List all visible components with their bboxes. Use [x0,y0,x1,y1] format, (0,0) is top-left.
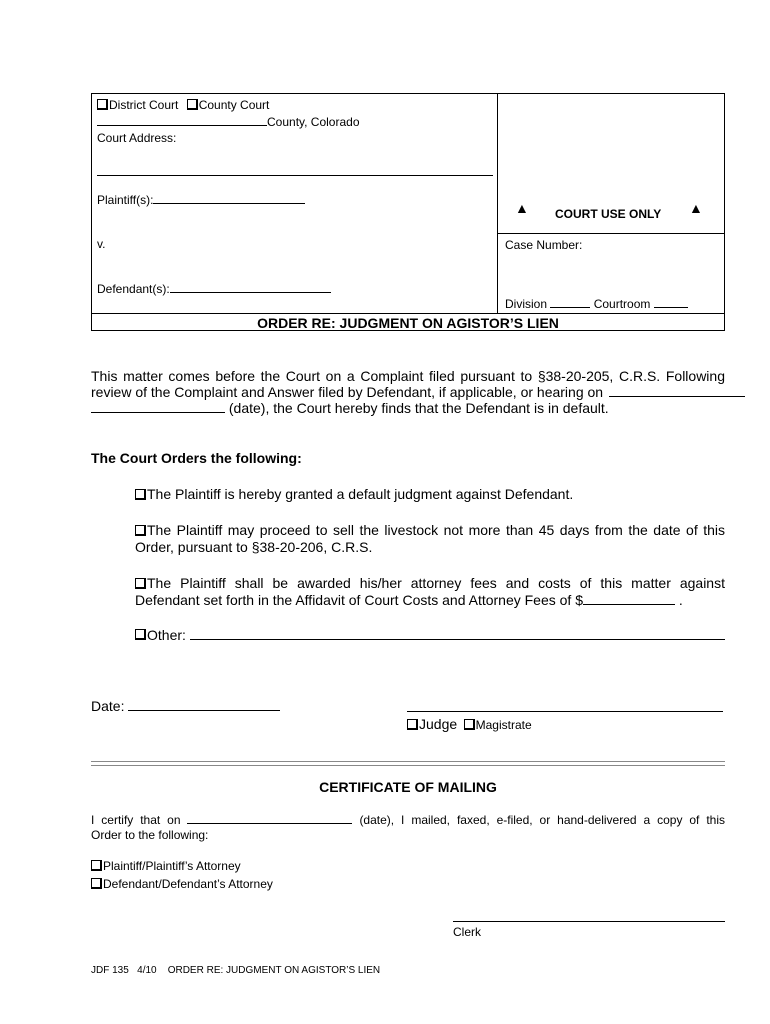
district-court-label: District Court [109,98,179,112]
up-triangle-icon: ▲ [689,200,703,216]
judge-magistrate-row [407,716,532,734]
order-other [135,627,725,644]
case-number-divider [497,233,725,234]
hearing-date-blank[interactable] [609,396,745,397]
fees-amount-blank[interactable] [583,604,675,605]
judge-label: Judge [419,716,458,732]
intro-line-3 [91,400,725,417]
other-label: Other: [147,627,186,643]
signature-line[interactable] [407,711,723,712]
court-type-row [97,98,269,112]
attorney-fees-text: The Plaintiff shall be awarded his/her attorney fees and costs of this matter against [147,575,725,591]
recipient-defendant [91,877,273,891]
division-courtroom-row [505,297,688,311]
county-court-label: County Court [198,98,270,112]
county-colorado-label: County, Colorado [267,115,360,129]
orders-heading: The Court Orders the following: [91,450,302,466]
case-number-label: Case Number: [505,238,583,252]
section-divider [91,761,725,766]
county-name-blank[interactable] [97,125,267,126]
plaintiff-recipient-label: Plaintiff/Plaintiff’s Attorney [103,859,241,873]
court-use-only-label: COURT USE ONLY [555,207,662,221]
sell-livestock-text: The Plaintiff may proceed to sell the livestock not more than 45 days from the date of this [147,522,725,538]
certify-line-1 [91,813,725,827]
caption-divider [91,313,725,314]
certify-suffix: (date), I mailed, faxed, e-filed, or hand-delivered a copy of this [359,813,726,827]
intro-line-2-text: review of the Complaint and Answer filed by Defendant, if applicable, or hearing on [91,384,604,400]
default-date-blank[interactable] [91,412,225,413]
up-triangle-icon: ▲ [515,200,529,216]
judge-checkbox[interactable] [407,719,418,730]
versus-label: v. [97,237,106,251]
order-sell-livestock-line2: Order, pursuant to §38-20-206, C.R.S. [135,539,373,555]
division-blank[interactable] [550,307,590,308]
order-fees-line1 [135,575,725,592]
order-default-judgment [135,486,573,503]
division-label: Division [505,297,548,311]
caption-divider [497,93,498,314]
other-checkbox[interactable] [135,629,146,640]
defendant-label: Defendant(s): [97,282,170,296]
certify-line-2: Order to the following: [91,828,209,842]
mailing-date-blank[interactable] [187,823,352,824]
magistrate-label: Magistrate [475,718,532,732]
county-row [97,115,360,129]
order-sell-livestock-line1 [135,522,725,539]
clerk-signature-line[interactable] [453,921,725,922]
intro-line-2 [91,384,725,401]
courtroom-blank[interactable] [654,307,688,308]
magistrate-checkbox[interactable] [464,719,475,730]
plaintiff-row [97,193,305,207]
defendant-recipient-checkbox[interactable] [91,878,102,889]
county-court-checkbox[interactable] [187,99,198,110]
other-blank[interactable] [190,639,725,640]
intro-line-1: This matter comes before the Court on a Complaint filed pursuant to §38-20-205, C.R.S. Following [91,368,725,384]
clerk-label: Clerk [453,925,482,939]
certificate-heading: CERTIFICATE OF MAILING [319,779,497,795]
defendant-recipient-label: Defendant/Defendant’s Attorney [103,877,273,891]
date-row [91,698,280,715]
district-court-checkbox[interactable] [97,99,108,110]
defendant-blank[interactable] [170,292,331,293]
defendant-row [97,282,331,296]
attorney-fees-period: . [678,592,683,608]
certify-prefix: I certify that on [91,813,181,827]
date-label: Date: [91,698,125,714]
page-title: ORDER RE: JUDGMENT ON AGISTOR’S LIEN [257,315,559,331]
attorney-fees-checkbox[interactable] [135,578,146,589]
form-footer: JDF 135 4/10 ORDER RE: JUDGMENT ON AGISTOR’S LIEN [91,965,381,976]
order-date-blank[interactable] [128,710,280,711]
intro-line-3-text: (date), the Court hereby finds that the Defendant is in default. [228,400,609,416]
attorney-fees-line2-text: Defendant set forth in the Affidavit of Court Costs and Attorney Fees of $ [135,592,583,608]
plaintiff-blank[interactable] [153,203,305,204]
default-judgment-checkbox[interactable] [135,489,146,500]
sell-livestock-checkbox[interactable] [135,525,146,536]
default-judgment-text: The Plaintiff is hereby granted a default judgment against Defendant. [147,486,574,502]
court-address-label: Court Address: [97,131,177,145]
plaintiff-label: Plaintiff(s): [97,193,154,207]
order-fees-line2 [135,592,683,609]
court-address-blank[interactable] [97,175,493,176]
recipient-plaintiff [91,859,241,873]
plaintiff-recipient-checkbox[interactable] [91,860,102,871]
courtroom-label: Courtroom [593,297,651,311]
